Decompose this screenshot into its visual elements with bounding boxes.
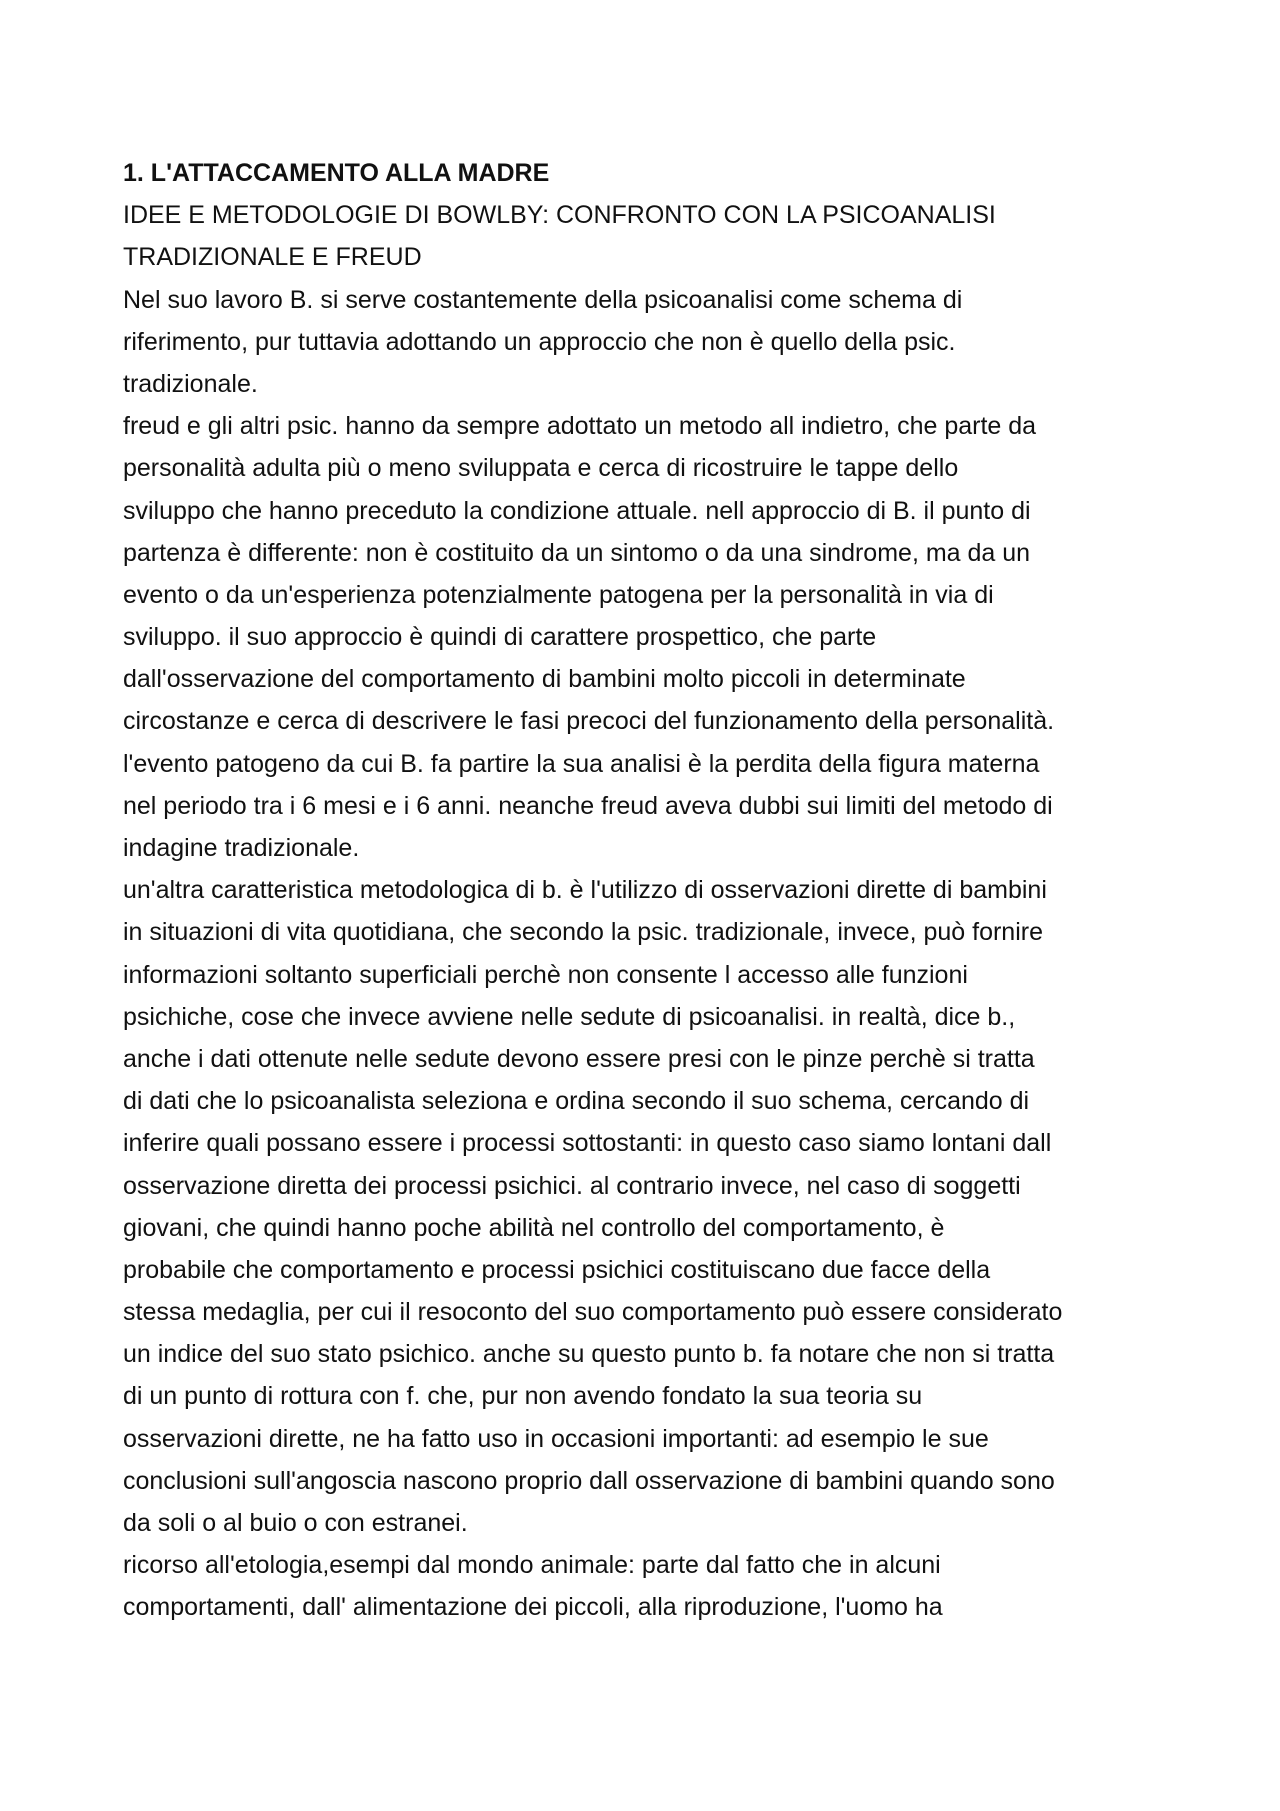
- body-text-line: psichiche, cose che invece avviene nelle sedute di psicoanalisi. in realtà, dice b.,: [123, 1002, 1016, 1031]
- body-text-line: l'evento patogeno da cui B. fa partire la sua analisi è la perdita della figura materna: [123, 749, 1040, 778]
- body-text-line: stessa medaglia, per cui il resoconto del suo comportamento può essere considerato: [123, 1298, 1063, 1327]
- body-text-line: nel periodo tra i 6 mesi e i 6 anni. neanche freud aveva dubbi sui limiti del metodo di: [123, 791, 1053, 820]
- document-page: [123, 152, 1183, 1629]
- body-text-line: tradizionale.: [123, 369, 258, 398]
- body-text-line: ricorso all'etologia,esempi dal mondo animale: parte dal fatto che in alcuni: [123, 1551, 941, 1580]
- body-text-line: comportamenti, dall' alimentazione dei piccoli, alla riproduzione, l'uomo ha: [123, 1593, 943, 1622]
- body-text-line: osservazioni dirette, ne ha fatto uso in occasioni importanti: ad esempio le sue: [123, 1424, 989, 1453]
- body-text-line: inferire quali possano essere i processi sottostanti: in questo caso siamo lontani dall: [123, 1129, 1052, 1158]
- body-text-line: osservazione diretta dei processi psichici. al contrario invece, nel caso di soggetti: [123, 1171, 1021, 1200]
- body-text-line: freud e gli altri psic. hanno da sempre adottato un metodo all indietro, che parte da: [123, 412, 1037, 441]
- body-text-line: di dati che lo psicoanalista seleziona e ordina secondo il suo schema, cercando di: [123, 1087, 1030, 1116]
- body-text-line: sviluppo. il suo approccio è quindi di carattere prospettico, che parte: [123, 623, 877, 652]
- body-text-line: un indice del suo stato psichico. anche su questo punto b. fa notare che non si tratta: [123, 1340, 1055, 1369]
- document-subtitle-line: IDEE E METODOLOGIE DI BOWLBY: CONFRONTO CON LA PSICOANALISI: [123, 201, 996, 230]
- body-text-line: indagine tradizionale.: [123, 834, 360, 862]
- body-text-line: conclusioni sull'angoscia nascono proprio dall osservazione di bambini quando sono: [123, 1466, 1055, 1495]
- body-text-line: giovani, che quindi hanno poche abilità nel controllo del comportamento, è: [123, 1213, 945, 1242]
- body-text-line: in situazioni di vita quotidiana, che secondo la psic. tradizionale, invece, può fornire: [123, 918, 1043, 947]
- body-text-line: informazioni soltanto superficiali perchè non consente l accesso alle funzioni: [123, 960, 968, 989]
- body-text-line: di un punto di rottura con f. che, pur non avendo fondato la sua teoria su: [123, 1382, 923, 1411]
- body-text-line: probabile che comportamento e processi psichici costituiscano due facce della: [123, 1255, 991, 1284]
- body-text-line: circostanze e cerca di descrivere le fasi precoci del funzionamento della personalità.: [123, 707, 1055, 736]
- body-text-line: evento o da un'esperienza potenzialmente patogena per la personalità in via di: [123, 580, 994, 609]
- document-subtitle-line: TRADIZIONALE E FREUD: [123, 243, 422, 272]
- body-text-line: partenza è differente: non è costituito da un sintomo o da una sindrome, ma da un: [123, 538, 1031, 567]
- document-title: 1. L'ATTACCAMENTO ALLA MADRE: [123, 159, 550, 187]
- body-text-line: da soli o al buio o con estranei.: [123, 1509, 468, 1537]
- body-text-line: anche i dati ottenute nelle sedute devono essere presi con le pinze perchè si tratta: [123, 1044, 1035, 1073]
- body-text-line: sviluppo che hanno preceduto la condizione attuale. nell approccio di B. il punto di: [123, 496, 1031, 525]
- body-text-line: riferimento, pur tuttavia adottando un approccio che non è quello della psic.: [123, 327, 956, 356]
- body-text-line: personalità adulta più o meno sviluppata e cerca di ricostruire le tappe dello: [123, 454, 959, 483]
- body-text-line: Nel suo lavoro B. si serve costantemente della psicoanalisi come schema di: [123, 285, 963, 314]
- body-text-line: dall'osservazione del comportamento di bambini molto piccoli in determinate: [123, 665, 966, 694]
- body-text-line: un'altra caratteristica metodologica di b. è l'utilizzo di osservazioni dirette di bambini: [123, 876, 1047, 905]
